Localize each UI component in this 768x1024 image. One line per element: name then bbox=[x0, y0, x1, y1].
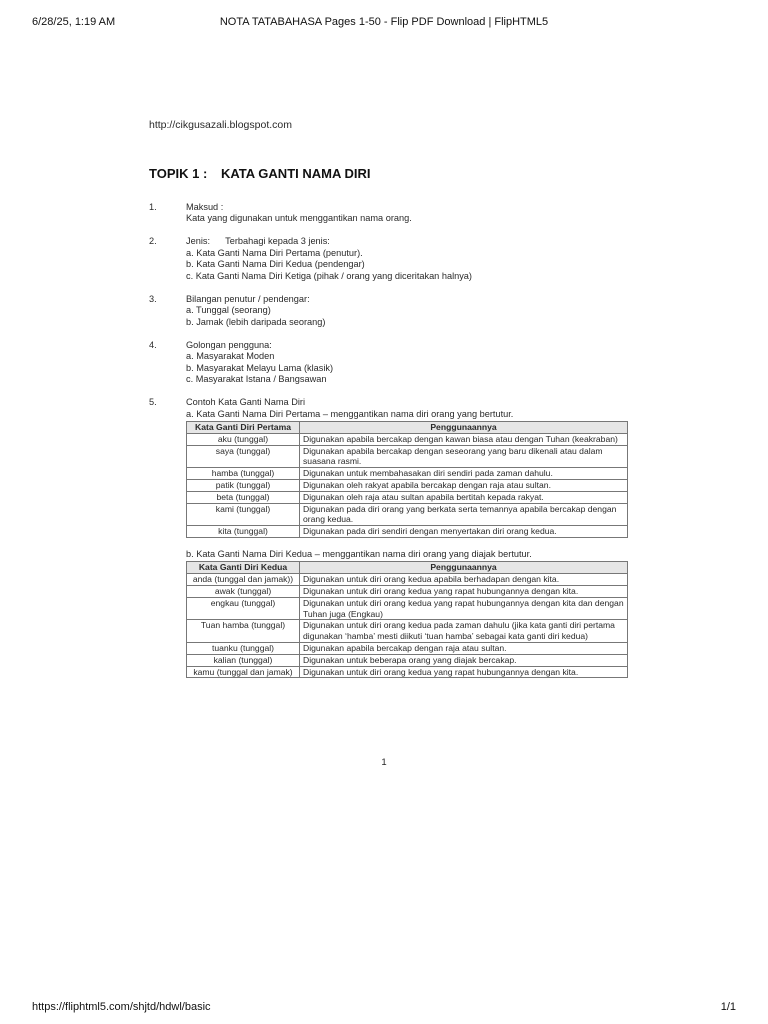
print-datetime: 6/28/25, 1:19 AM bbox=[32, 16, 116, 28]
item-line: Contoh Kata Ganti Nama Diri bbox=[186, 397, 305, 407]
table-cell: Digunakan apabila bercakap dengan kawan biasa atau dengan Tuhan (keakraban) bbox=[300, 433, 628, 445]
table-row bbox=[187, 574, 628, 586]
table-row bbox=[187, 620, 628, 643]
table-cell: Digunakan untuk diri orang kedua yang rapat hubungannya dengan kita dan dengan Tuhan juga (Engkau) bbox=[300, 597, 628, 620]
table-header: Penggunaannya bbox=[300, 422, 628, 434]
table-cell: Digunakan untuk membahasakan diri sendiri pada zaman dahulu. bbox=[300, 468, 628, 480]
table-cell: saya (tunggal) bbox=[187, 445, 300, 468]
document-page bbox=[149, 120, 629, 678]
table-cell: kalian (tunggal) bbox=[187, 654, 300, 666]
topic-heading bbox=[149, 165, 629, 182]
table-cell: aku (tunggal) bbox=[187, 433, 300, 445]
table-cell: engkau (tunggal) bbox=[187, 597, 300, 620]
print-header bbox=[32, 16, 736, 30]
print-page-title: NOTA TATABAHASA Pages 1-50 - Flip PDF Download | FlipHTML5 bbox=[219, 16, 549, 28]
table-cell: Digunakan oleh raja atau sultan apabila bertitah kepada rakyat. bbox=[300, 491, 628, 503]
table2-intro: b. Kata Ganti Nama Diri Kedua – menggantikan nama diri orang yang diajak bertutur. bbox=[186, 548, 532, 559]
item-line: Kata yang digunakan untuk menggantikan nama orang. bbox=[186, 213, 412, 223]
item-line: b. Jamak (lebih daripada seorang) bbox=[186, 316, 326, 327]
table-cell: Digunakan pada diri sendiri dengan menyertakan diri orang kedua. bbox=[300, 526, 628, 538]
doc-source-url: http://cikgusazali.blogspot.com bbox=[149, 119, 292, 131]
table-cell: Digunakan untuk diri orang kedua pada zaman dahulu (jika kata ganti diri pertama digunakan ‘hamba’ mesti diikuti ‘tuan hamba’ sebagai kata ganti diri kedua) bbox=[300, 620, 628, 643]
list-item bbox=[149, 397, 629, 678]
table-row bbox=[187, 433, 628, 445]
table-cell: tuanku (tunggal) bbox=[187, 643, 300, 655]
table-header: Kata Ganti Diri Pertama bbox=[187, 422, 300, 434]
table-row bbox=[187, 479, 628, 491]
table-cell: Digunakan untuk beberapa orang yang diajak bercakap. bbox=[300, 654, 628, 666]
table-second-person bbox=[186, 561, 628, 678]
item-line: b. Masyarakat Melayu Lama (klasik) bbox=[186, 362, 334, 373]
table-row bbox=[187, 597, 628, 620]
table-cell: hamba (tunggal) bbox=[187, 468, 300, 480]
table-cell: Digunakan apabila bercakap dengan raja atau sultan. bbox=[300, 643, 628, 655]
item-line: a. Tunggal (seorang) bbox=[186, 305, 271, 315]
table-header: Kata Ganti Diri Kedua bbox=[187, 562, 300, 574]
table-cell: Digunakan untuk diri orang kedua yang rapat hubungannya dengan kita. bbox=[300, 666, 628, 678]
item-number: 4. bbox=[149, 339, 157, 350]
item-number: 2. bbox=[149, 236, 157, 246]
table-cell: kami (tunggal) bbox=[187, 503, 300, 526]
table-cell: awak (tunggal) bbox=[187, 586, 300, 598]
table-first-person bbox=[186, 421, 628, 538]
table-cell: Digunakan pada diri orang yang berkata serta temannya apabila bercakap dengan orang kedua. bbox=[300, 503, 628, 526]
list-item bbox=[149, 340, 629, 386]
item-line: Bilangan penutur / pendengar: bbox=[186, 293, 310, 304]
table-cell: Tuan hamba (tunggal) bbox=[187, 620, 300, 643]
table-row bbox=[187, 586, 628, 598]
table-row bbox=[187, 654, 628, 666]
item-line: a. Kata Ganti Nama Diri Pertama – menggantikan nama diri orang yang bertutur. bbox=[186, 408, 514, 419]
print-url: https://fliphtml5.com/shjtd/hdwl/basic bbox=[32, 1001, 211, 1013]
list-item bbox=[149, 202, 629, 225]
item-line: Maksud : bbox=[186, 201, 224, 212]
item-line: b. Kata Ganti Nama Diri Kedua (pendengar) bbox=[186, 259, 365, 269]
table-row bbox=[187, 643, 628, 655]
table-cell: kamu (tunggal dan jamak) bbox=[187, 666, 300, 678]
table-cell: anda (tunggal dan jamak)) bbox=[187, 574, 300, 586]
print-page-count: 1/1 bbox=[720, 1001, 736, 1013]
table-row bbox=[187, 491, 628, 503]
item-number: 3. bbox=[149, 293, 157, 304]
item-line: Jenis: Terbahagi kepada 3 jenis: bbox=[186, 236, 330, 246]
list-item bbox=[149, 294, 629, 329]
table-cell: Digunakan apabila bercakap dengan seseorang yang baru dikenali atau dalam suasana rasmi. bbox=[300, 445, 628, 468]
table-row bbox=[187, 445, 628, 468]
table-cell: Digunakan oleh rakyat apabila bercakap dengan raja atau sultan. bbox=[300, 479, 628, 491]
table-row bbox=[187, 468, 628, 480]
table-row bbox=[187, 503, 628, 526]
table-row bbox=[187, 526, 628, 538]
table-header: Penggunaannya bbox=[300, 562, 628, 574]
list-item bbox=[149, 236, 629, 282]
table-row bbox=[187, 666, 628, 678]
topic-title: KATA GANTI NAMA DIRI bbox=[221, 165, 371, 181]
table-cell: beta (tunggal) bbox=[187, 491, 300, 503]
item-number: 5. bbox=[149, 397, 157, 407]
item-line: a. Masyarakat Moden bbox=[186, 351, 275, 361]
table-cell: Digunakan untuk diri orang kedua yang rapat hubungannya dengan kita. bbox=[300, 586, 628, 598]
topic-number: TOPIK 1 : bbox=[149, 165, 208, 181]
print-footer bbox=[32, 1001, 736, 1015]
table-cell: Digunakan untuk diri orang kedua apabila berhadapan dengan kita. bbox=[300, 574, 628, 586]
item-line: a. Kata Ganti Nama Diri Pertama (penutur). bbox=[186, 247, 363, 258]
page-number: 1 bbox=[381, 757, 387, 768]
item-line: Golongan pengguna: bbox=[186, 339, 272, 350]
table-cell: patik (tunggal) bbox=[187, 479, 300, 491]
item-number: 1. bbox=[149, 201, 157, 212]
item-line: c. Kata Ganti Nama Diri Ketiga (pihak / orang yang diceritakan halnya) bbox=[186, 270, 472, 281]
item-line: c. Masyarakat Istana / Bangsawan bbox=[186, 374, 327, 384]
table-cell: kita (tunggal) bbox=[187, 526, 300, 538]
